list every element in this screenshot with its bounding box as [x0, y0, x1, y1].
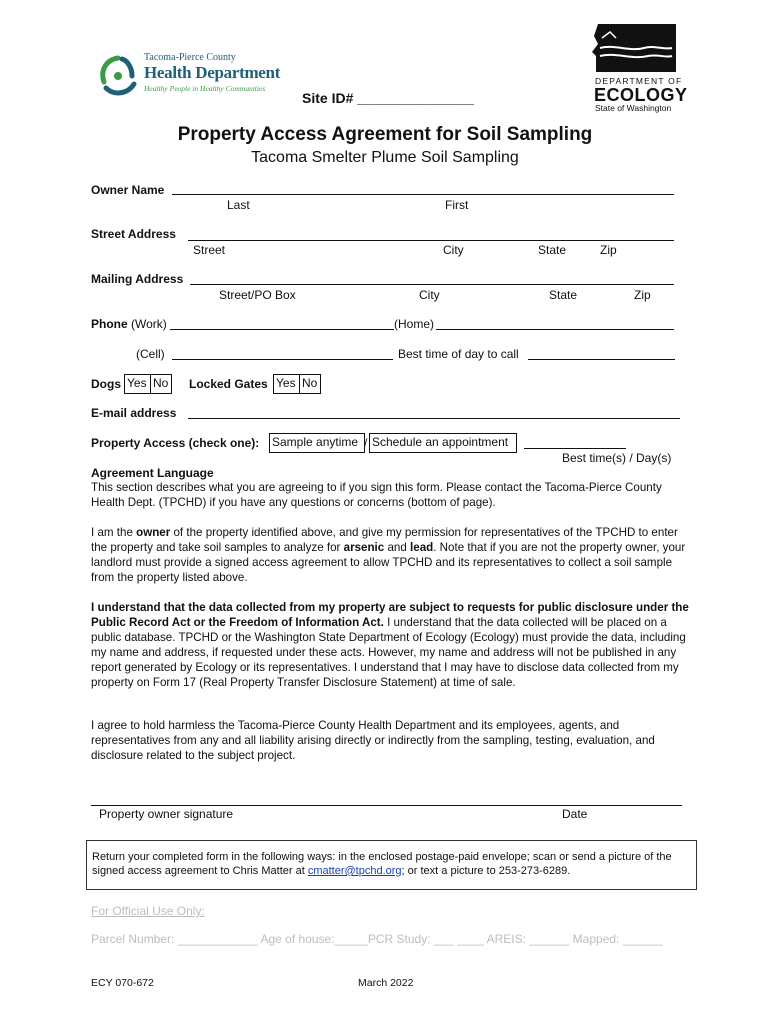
phone-label: Phone — [91, 317, 128, 331]
gates-yes-option[interactable]: Yes — [273, 374, 300, 394]
agreement-heading: Agreement Language — [91, 466, 214, 480]
phone-home-field[interactable] — [436, 329, 674, 330]
phone-work-field[interactable] — [170, 329, 394, 330]
owner-name-label: Owner Name — [91, 183, 165, 197]
email-field[interactable] — [188, 418, 680, 419]
tpchd-logo-line3: Healthy People in Healthy Communities — [144, 84, 266, 93]
mailing-address-label: Mailing Address — [91, 272, 184, 286]
ecology-logo — [592, 22, 688, 113]
best-times-days-caption: Best time(s) / Day(s) — [562, 451, 672, 465]
street-state-caption: State — [538, 243, 567, 257]
agreement-owner-paragraph: I am the owner of the property identified above, and give my permission for representatives of the TPCHD to enter the property and take soil samples to analyze for arsenic and lead. Note that if you are not the property owner, your landlord must provide a signed access agreement to allow TPCHD and its representatives to collect a soil sample from the property listed above. — [91, 526, 686, 584]
official-use-fields: Parcel Number: ____________ Age of house:_____PCR Study: ___ ____ AREIS: ______ Mapped: ______ — [91, 932, 663, 946]
agreement-intro: This section describes what you are agreeing to if you sign this form. Please contact the Tacoma-Pierce County Health Dept. (TPCHD) if you have any questions or concerns (bottom of page). — [91, 481, 662, 509]
phone-cell-label: (Cell) — [136, 347, 165, 361]
form-date: March 2022 — [358, 977, 414, 989]
dogs-yes-option[interactable]: Yes — [124, 374, 151, 394]
property-access-label: Property Access (check one): — [91, 436, 260, 450]
mailing-zip-caption: Zip — [634, 288, 651, 302]
owner-last-caption: Last — [227, 198, 250, 212]
dogs-label: Dogs — [91, 377, 121, 391]
owner-name-field[interactable] — [172, 194, 674, 195]
street-zip-caption: Zip — [600, 243, 617, 257]
street-city-caption: City — [443, 243, 464, 257]
mailing-address-field[interactable] — [190, 284, 674, 285]
phone-cell-field[interactable] — [172, 359, 393, 360]
washington-state-icon — [592, 22, 678, 74]
site-id: Site ID# _______________ — [302, 90, 475, 106]
email-link[interactable]: cmatter@tpchd.org — [307, 865, 402, 877]
gates-no-option[interactable]: No — [299, 374, 321, 394]
form-number: ECY 070-672 — [91, 977, 154, 989]
street-address-field[interactable] — [188, 240, 674, 241]
ecology-logo-line3: State of Washington — [595, 103, 672, 113]
tpchd-logo-line1: Tacoma-Pierce County — [144, 52, 236, 63]
phone-home-label: (Home) — [394, 317, 435, 331]
ecology-logo-line2: ECOLOGY — [594, 85, 688, 105]
return-instructions-box: Return your completed form in the following ways: in the enclosed postage-paid envelope; scan or send a picture of the signed access agreement to Chris Matter at cmatter@tpchd.org; or text a picture to 253-273-6289. — [86, 840, 697, 890]
street-caption: Street — [193, 243, 226, 257]
page-subtitle: Tacoma Smelter Plume Soil Sampling — [251, 149, 519, 166]
best-times-field[interactable] — [524, 448, 626, 449]
phone-work-label: (Work) — [131, 317, 167, 331]
sample-anytime-option[interactable]: Sample anytime — [269, 433, 365, 453]
page-title: Property Access Agreement for Soil Sampling — [177, 124, 593, 145]
ecology-logo-line1: DEPARTMENT OF — [595, 76, 683, 86]
dogs-no-option[interactable]: No — [150, 374, 172, 394]
owner-signature-caption: Property owner signature — [99, 807, 234, 821]
best-time-to-call-field[interactable] — [528, 359, 675, 360]
agreement-hold-harmless-paragraph: I agree to hold harmless the Tacoma-Pierce County Health Department and its employees, agents, and representatives from any and all liability arising directly or indirectly from the sampling, testing, evaluation, and disclosure related to the subject project. — [91, 719, 655, 762]
official-use-heading: For Official Use Only: — [91, 904, 205, 918]
agreement-disclosure-paragraph: I understand that the data collected from my property are subject to requests for public disclosure under the Public Record Act or the Freedom of Information Act. I understand that the data collected will be placed on a public database. TPCHD or the Washington State Department of Ecology (Ecology) must provide the data, including my name and address, if requested under these acts. However, my name and address will not be published in any report generated by Ecology or its representatives. I understand that I may have to disclose data collected from my property on Form 17 (Real Property Transfer Disclosure Statement) at time of sale. — [91, 601, 689, 689]
mailing-city-caption: City — [419, 288, 440, 302]
mailing-state-caption: State — [549, 288, 578, 302]
owner-first-caption: First — [445, 198, 469, 212]
mailing-street-caption: Street/PO Box — [219, 288, 296, 302]
street-address-label: Street Address — [91, 227, 176, 241]
schedule-appointment-option[interactable]: Schedule an appointment — [369, 433, 517, 453]
tpchd-logo — [96, 52, 286, 100]
locked-gates-label: Locked Gates — [189, 377, 268, 391]
access-separator: / — [364, 436, 368, 450]
email-label: E-mail address — [91, 406, 177, 420]
signature-line[interactable] — [91, 805, 682, 806]
tpchd-swirl-icon — [96, 54, 140, 98]
best-time-to-call-label: Best time of day to call — [398, 347, 519, 361]
date-caption: Date — [562, 807, 588, 821]
tpchd-logo-line2: Health Department — [144, 63, 281, 82]
